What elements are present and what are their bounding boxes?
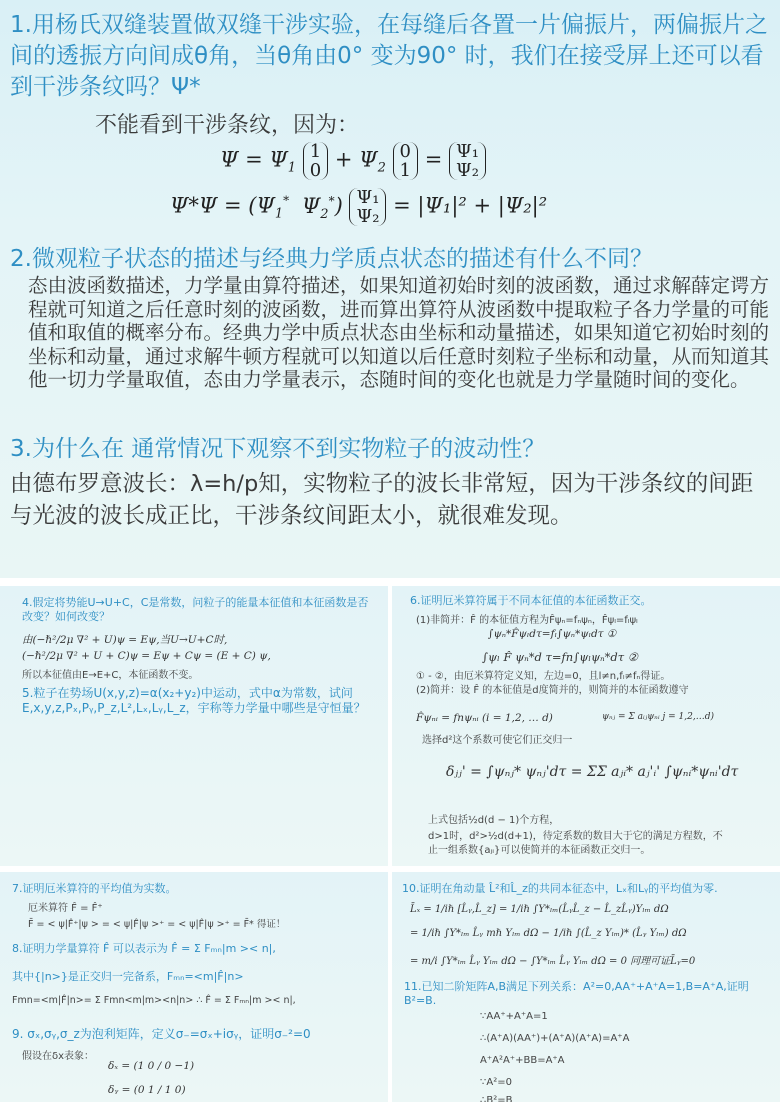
q4-line-3: 所以本征值由E→E+C，本征函数不变。 <box>22 670 199 681</box>
panel-q6 <box>392 586 780 866</box>
q10-line-2: = 1/iℏ ∫Y*ₗₘ L̂ᵧ mℏ Yₗₘ dΩ − 1/iℏ ∫(L̂_z Yₗₘ)* (L̂ᵧ Yₗₘ) dΩ <box>410 928 687 939</box>
q11-line-2: ∴(A⁺A)(AA⁺)+(A⁺A)(A⁺A)=A⁺A <box>480 1033 630 1044</box>
answer-1-intro: 不能看到干涉条纹，因为： <box>95 113 360 138</box>
q9-line-3: δᵧ = (0 1 / 1 0) <box>108 1084 186 1096</box>
q6-line-7: 选择d²这个系数可使它们正交归一 <box>422 735 573 746</box>
vector-1-0: 1 0 <box>303 142 328 180</box>
q11-line-5: ∴B²=B <box>480 1095 513 1102</box>
q9-line-2: δₓ = (1 0 / 0 −1) <box>108 1060 195 1072</box>
question-3: 3.为什么在 通常情况下观察不到实物粒子的波动性？ <box>10 436 546 462</box>
vector-psi1-psi2: Ψ₁ Ψ₂ <box>449 142 486 180</box>
question-7: 7.证明厄米算符的平均值为实数。 <box>12 882 177 895</box>
eq2-rhs: = |Ψ₁|² + |Ψ₂|² <box>393 193 548 218</box>
q8-line-2: Fmn=<m|F̂|n>= Σ Fmn<m|m><n|n> ∴ F̂ = Σ Fₘₙ|m >< n|, <box>12 995 296 1006</box>
question-8: 8.证明力学量算符 F̂ 可以表示为 F̂ = Σ Fₘₙ|m >< n|, <box>12 942 276 955</box>
q10-line-3: = m/i ∫Y*ₗₘ L̂ᵧ Yₗₘ dΩ − ∫Y*ₗₘ L̂ᵧ Yₗₘ dΩ = 0 同理可证L̄ᵧ=0 <box>410 956 696 967</box>
q6-line-8: δⱼⱼ' = ∫ψₙⱼ* ψₙⱼ'dτ = ΣΣ aⱼᵢ* aⱼ'ᵢ' ∫ψₙᵢ*ψₙᵢ'dτ <box>446 764 739 780</box>
q6-line-1: (1)非简并：F̂ 的本征值方程为F̂ψₙ=fₙψₙ，F̂ψₗ=fₗψₗ <box>416 615 638 626</box>
eq1-equals: = <box>424 147 443 172</box>
question-11: 11.已知二阶矩阵A,B满足下列关系：A²=0,AA⁺+A⁺A=1,B=A⁺A,证明B²=B. <box>404 980 749 1007</box>
q6-line-3: ∫ψₗ F̂ ψₙ*d τ=fn∫ψₗψₙ*dτ ② <box>482 650 639 664</box>
question-4: 4.假定将势能U→U+C，C是常数，问粒子的能量本征值和本征函数是否改变？如何改变？ <box>22 596 369 623</box>
vector-psi1-psi2-b: Ψ₁ Ψ₂ <box>349 188 386 226</box>
q6-line-4: ① - ②，由厄米算符定义知，左边=0，且l≠n,fₗ≠fₙ得证。 <box>416 671 671 682</box>
question-9: 9. σₓ,σᵧ,σ_z为泡利矩阵，定义σ₋=σₓ+iσᵧ，证明σ₋²=0 <box>12 1027 311 1041</box>
q6-line-2: ∫ψₙ*F̂ψₗdτ=fₗ∫ψₙ*ψₗdτ ① <box>488 628 617 640</box>
panel-q4-q5 <box>0 586 388 866</box>
q6-line-11: 止一组系数{aⱼᵢ}可以使简并的本征函数正交归一。 <box>428 845 651 856</box>
vector-0-1: 0 1 <box>393 142 418 180</box>
q10-line-1: L̄ₓ = 1/iℏ [L̂ᵧ,L̂_z] = 1/iℏ ∫Y*ₗₘ(L̂ᵧL̂_z − L̂_zL̂ᵧ)Yₗₘ dΩ <box>410 904 669 915</box>
q9-line-1: 假设在δx表象： <box>22 1051 95 1062</box>
q11-line-1: ∵AA⁺+A⁺A=1 <box>480 1011 548 1022</box>
q11-line-3: A⁺A²A⁺+BB=A⁺A <box>480 1055 565 1066</box>
q4-line-2: (−ℏ²/2μ ∇² + U + C)ψ = Eψ + Cψ = (E + C) ψ, <box>22 650 271 662</box>
q6-line-6: F̂ψₙᵢ = fnψₙᵢ (i = 1,2, … d) <box>416 712 553 724</box>
question-2: 2.微观粒子状态的描述与经典力学质点状态的描述有什么不同？ <box>10 246 653 272</box>
q4-line-1: 由(−ℏ²/2μ ∇² + U)ψ = Eψ,当U→U+C时, <box>22 634 228 646</box>
q6-line-5: (2)简并：设 F̂ 的本征值是d度简并的，则简并的本征函数遵守 <box>416 685 689 696</box>
eq1-plus: + Ψ <box>334 147 378 172</box>
equation-psi: $\Psi = \Psi_1$ 1 $0 + \Psi_2$ 0 1 = Ψ₁ Ψ₂ <box>220 142 486 180</box>
answer-2: 态由波函数描述，力学量由算符描述，如果知道初始时刻的波函数，通过求解薛定谔方程就可知道之后任意时刻的波函数，进而算出算符从波函数中提取粒子各力学量的可能值和取值的概率分布。经典力学中质点状态由坐标和动量描述，如果知道它初始时刻的坐标和动量，通过求解牛顿方程就可以知道以后任意时刻粒子坐标和动量，从而知道其他一切力学量取值，态由力学量表示，态随时间的变化也就是力学量随时间的变化。 <box>28 274 770 391</box>
panel-q7-q9 <box>0 872 388 1102</box>
question-5: 5.粒子在势场U(x,y,z)=α(x₂+y₂)中运动，式中α为常数，试问E,x,y,z,Pₓ,Pᵧ,P_z,L²,Lₓ,Lᵧ,L_z，宇称等力学量中哪些是守恒量？ <box>22 686 366 715</box>
q7-line-1: 厄米算符 F̂ = F̂⁺ <box>28 903 103 914</box>
q6-line-10: d>1时，d²>½d(d+1)，待定系数的数目大于它的满足方程数，不 <box>428 831 723 842</box>
q8-line-1: 其中{|n>}是正交归一完备系，Fₘₙ=<m|F̂|n> <box>12 970 244 983</box>
q11-line-4: ∵A²=0 <box>480 1077 512 1088</box>
q6-line-6b: ψₙⱼ = Σ aᵢⱼψₙᵢ j = 1,2,…d) <box>602 712 714 722</box>
question-10: 10.证明在角动量 L̂²和L̂_z的共同本征态中，Lₓ和Lᵧ的平均值为零. <box>402 882 718 895</box>
question-6: 6.证明厄米算符属于不同本征值的本征函数正交。 <box>410 594 652 607</box>
eq2-lhs: Ψ*Ψ = (Ψ <box>170 193 275 218</box>
equation-psi-star-psi: $\Psi*\Psi = (\Psi_1^*$ $\Psi_2^*$) Ψ₁ Ψ₂ = |Ψ₁|² + |Ψ₂|² <box>170 187 548 227</box>
q6-line-9: 上式包括½d(d − 1)个方程， <box>428 815 560 826</box>
question-1: 1.用杨氏双缝装置做双缝干涉实验，在每缝后各置一片偏振片，两偏振片之间的透振方向间成θ角，当θ角由0° 变为90° 时，我们在接受屏上还可以看到干涉条纹吗？Ψ* <box>10 12 768 100</box>
q7-line-2: F̄ = < ψ|F̂⁺|ψ > = < ψ|F̂|ψ >⁺ = < ψ|F̂|ψ >⁺ = F̄* 得证！ <box>28 919 286 930</box>
panel-q10-q11 <box>392 872 780 1102</box>
answer-3: 由德布罗意波长：λ=h/p知，实物粒子的波长非常短，因为干涉条纹的间距与光波的波长成正比，干涉条纹间距太小，就很难发现。 <box>10 471 754 529</box>
eq1-lhs: Ψ = Ψ <box>220 147 288 172</box>
